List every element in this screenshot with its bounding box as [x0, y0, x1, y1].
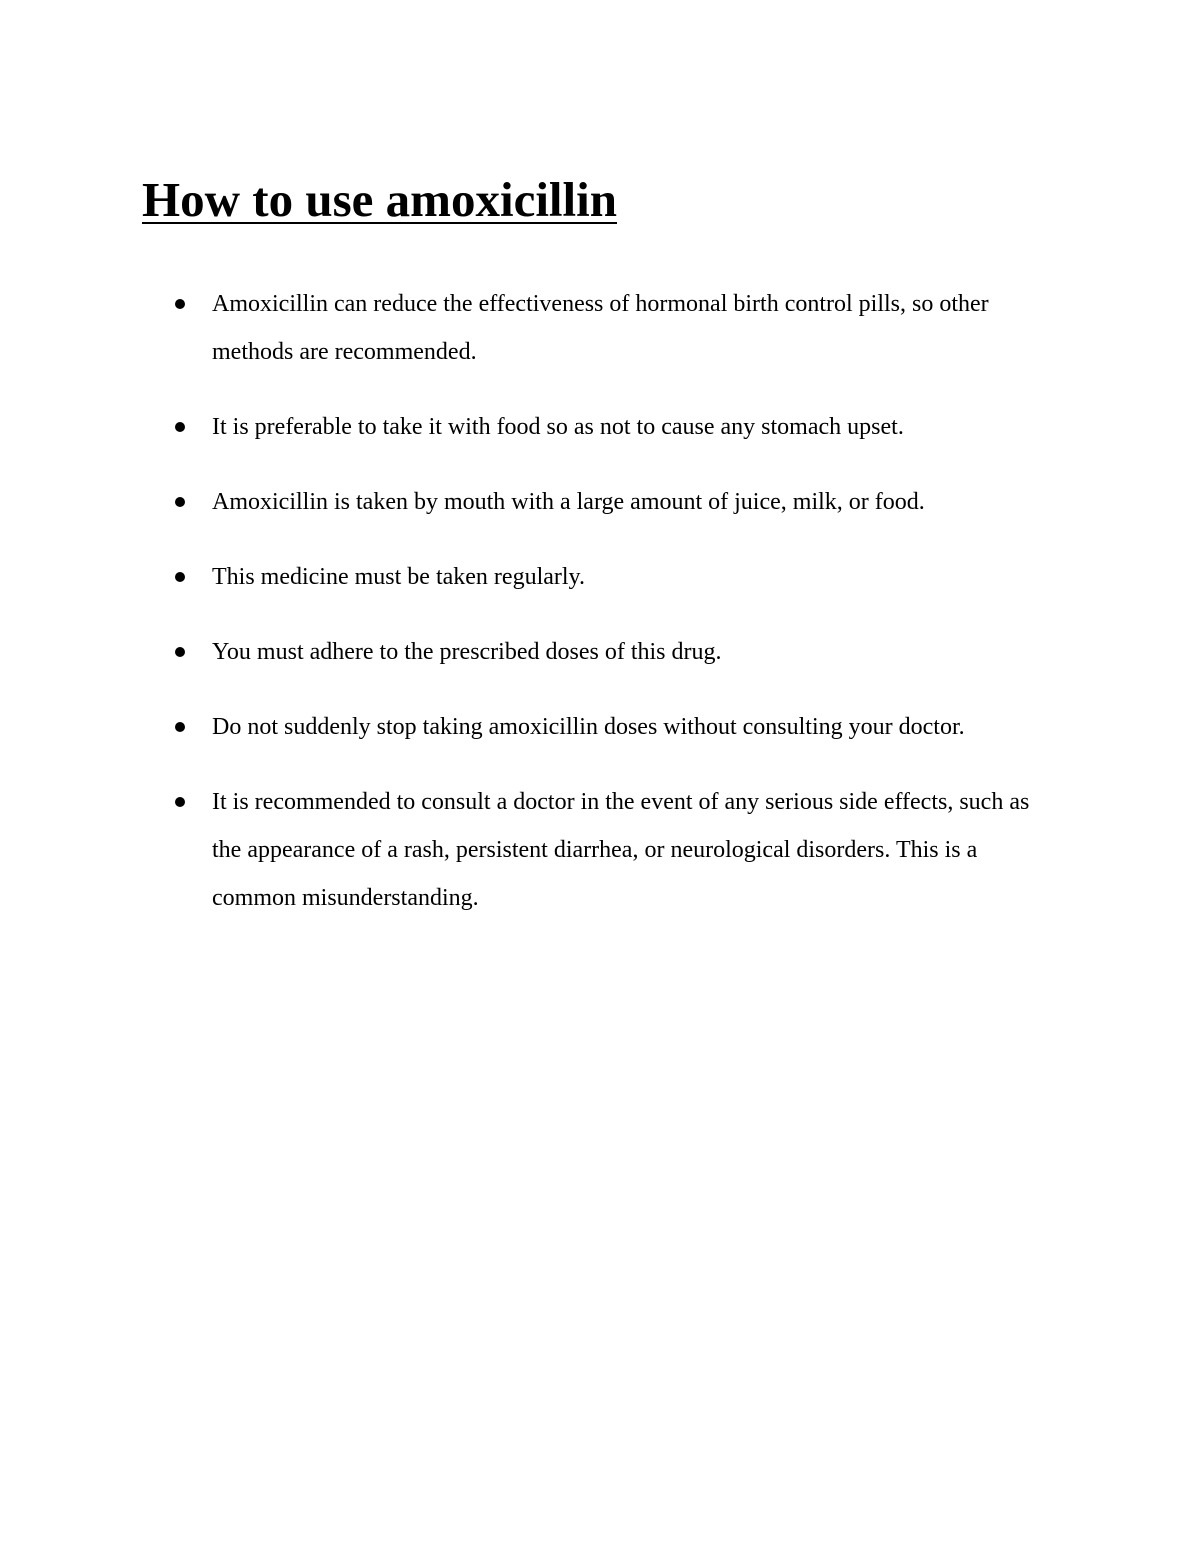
list-item-text: Do not suddenly stop taking amoxicillin doses without consulting your doctor. — [212, 714, 965, 740]
bullet-icon — [175, 572, 185, 582]
list-item-text: It is preferable to take it with food so as not to cause any stomach upset. — [212, 414, 904, 440]
list-item-text: Amoxicillin can reduce the effectiveness of hormonal birth control pills, so other methods are recommended. — [212, 291, 989, 365]
bullet-icon — [175, 797, 185, 807]
list-item — [172, 778, 1052, 922]
bullet-icon — [175, 722, 185, 732]
list-item-text: Amoxicillin is taken by mouth with a large amount of juice, milk, or food. — [212, 489, 925, 515]
list-item — [172, 478, 1052, 526]
page-title: How to use amoxicillin — [142, 172, 618, 227]
list-item-text: You must adhere to the prescribed doses of this drug. — [212, 639, 722, 665]
list-item — [172, 553, 1052, 601]
bullet-icon — [175, 422, 185, 432]
list-item — [172, 280, 1052, 376]
list-item — [172, 628, 1052, 676]
bullet-icon — [175, 299, 185, 309]
bullet-icon — [175, 497, 185, 507]
list-item-text: This medicine must be taken regularly. — [212, 564, 585, 590]
list-item — [172, 703, 1052, 751]
list-item-text: It is recommended to consult a doctor in the event of any serious side effects, such as the appearance of a rash, persistent diarrhea, or neurological disorders. This is a common misunderstanding. — [212, 789, 1030, 911]
bullet-list — [172, 280, 1052, 949]
list-item — [172, 403, 1052, 451]
bullet-icon — [175, 647, 185, 657]
